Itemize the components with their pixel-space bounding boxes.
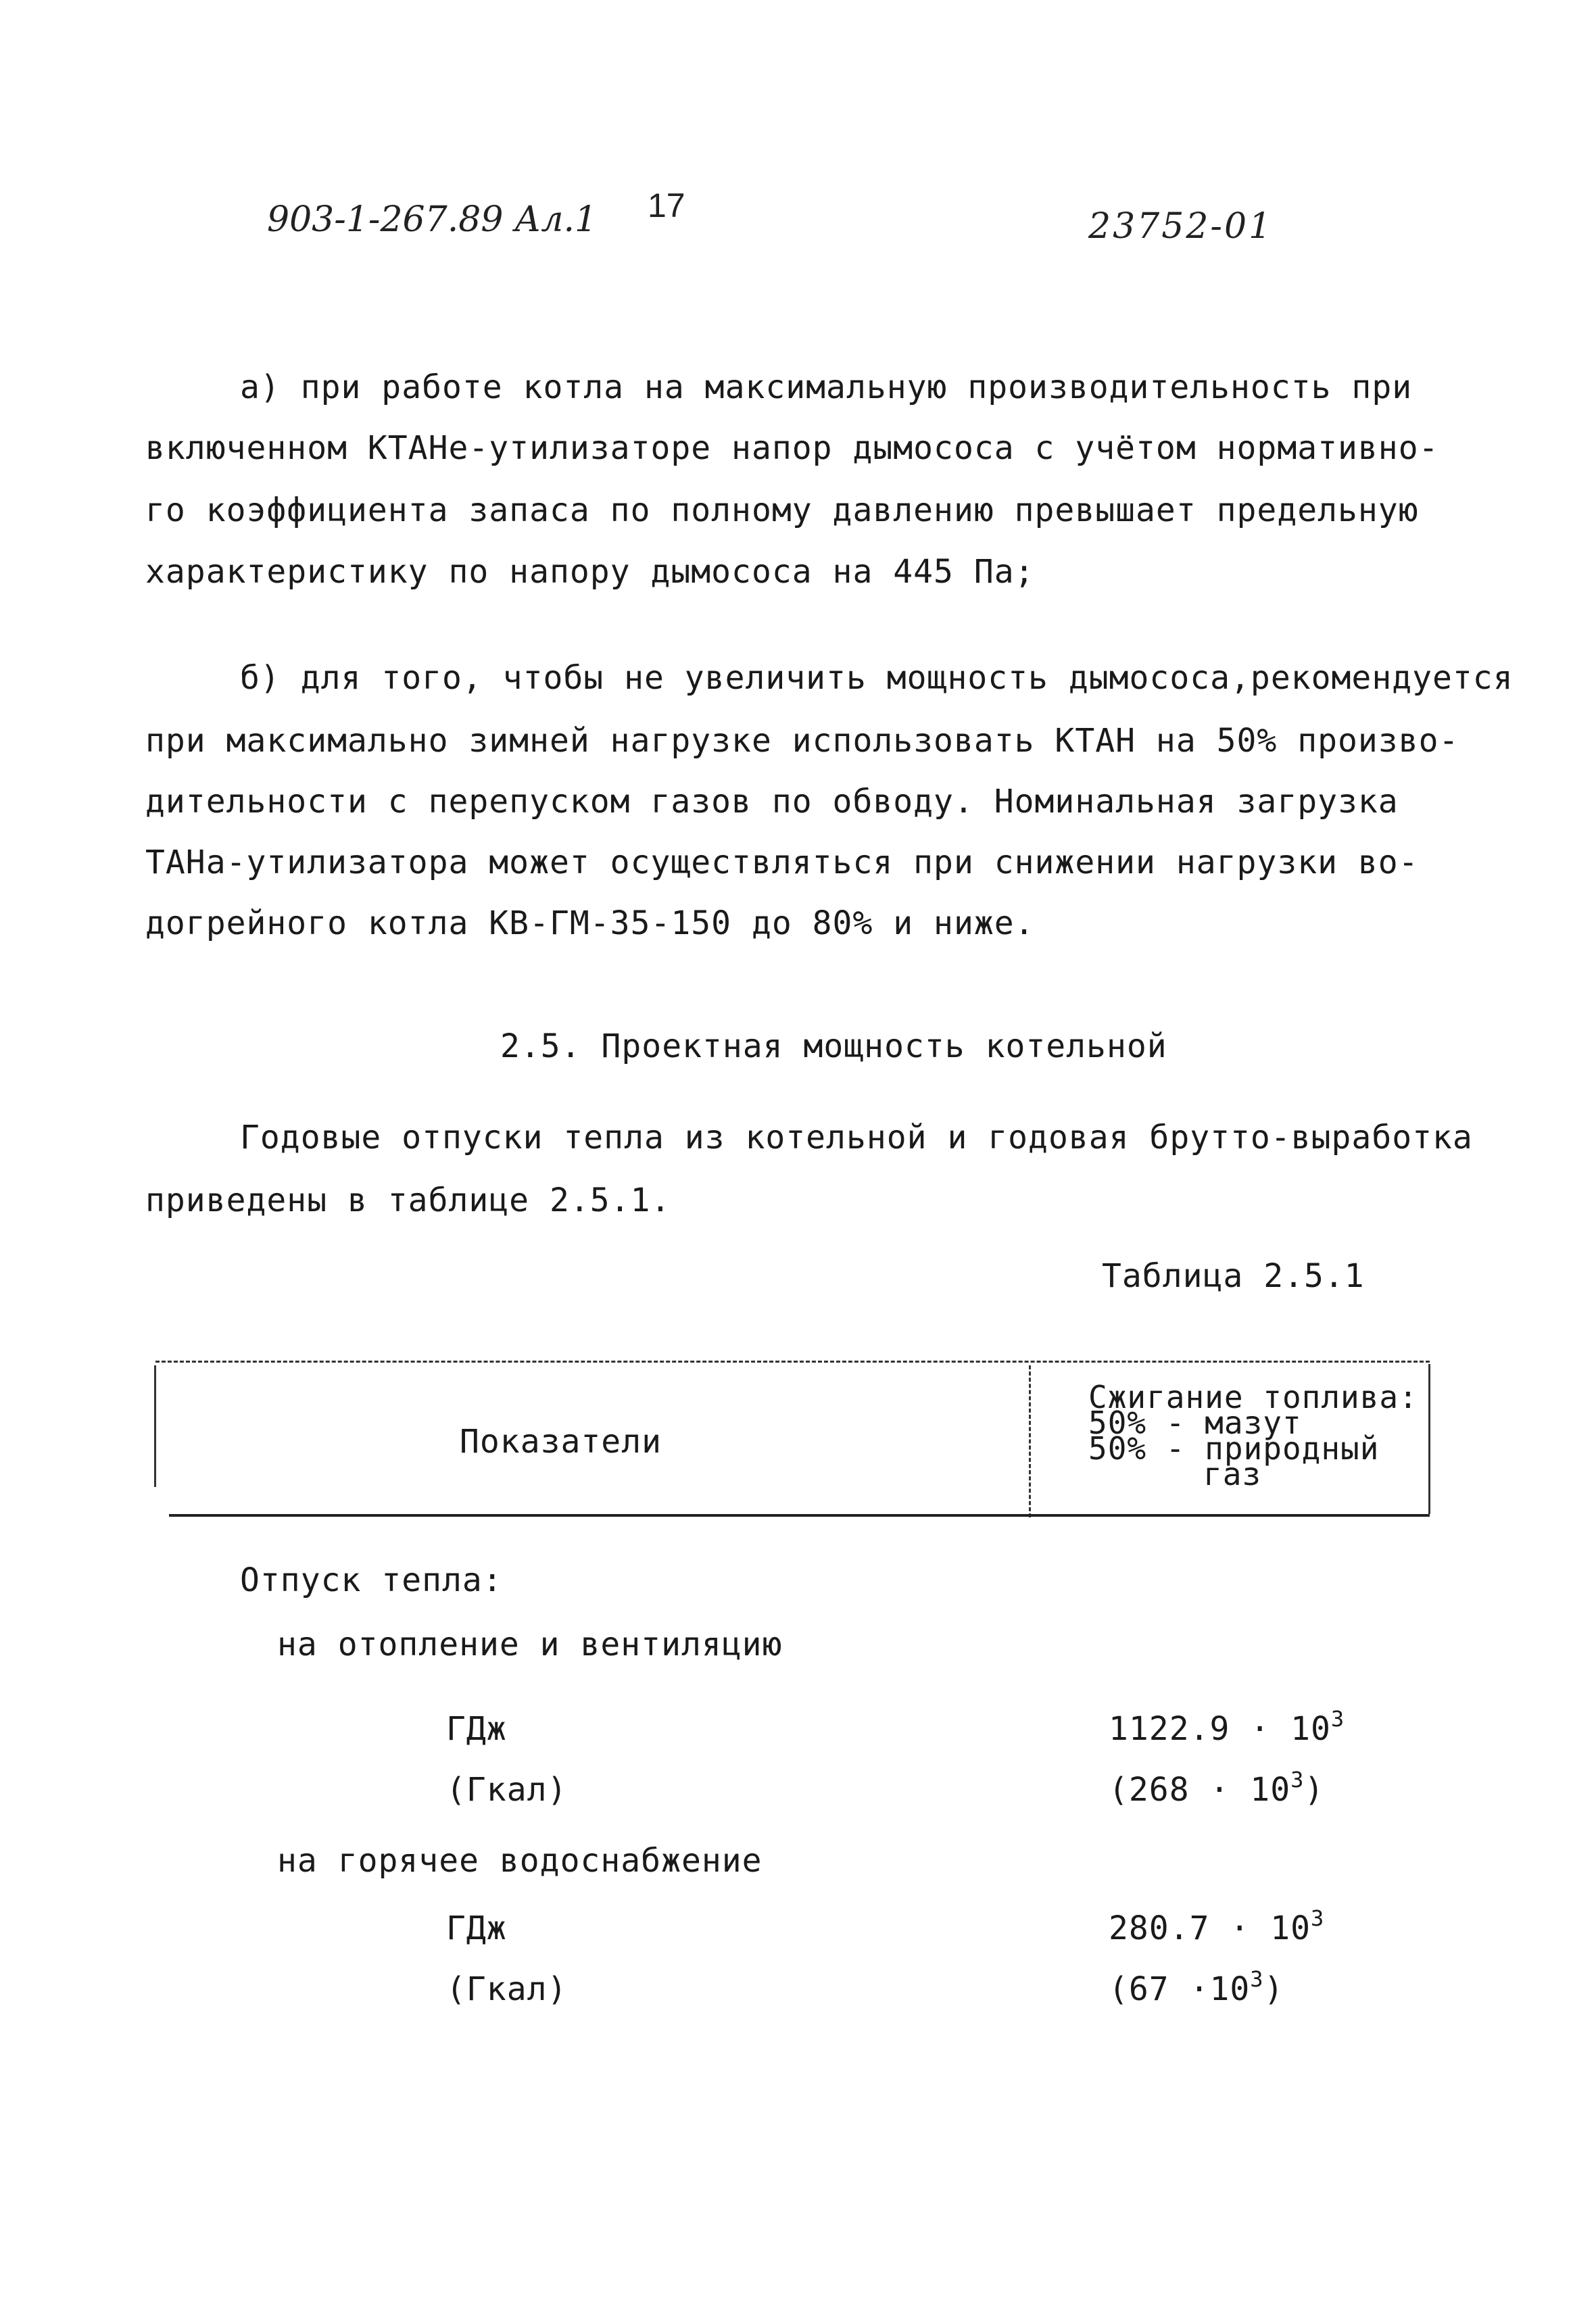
value-mantissa: (268 · 10 <box>1109 1771 1291 1809</box>
inventory-number: 23752-01 <box>1088 206 1274 247</box>
paragraph-a-line: включенном КТАНе-утилизаторе напор дымососа с учётом нормативно- <box>145 429 1439 467</box>
subgroup-label: на горячее водоснабжение <box>277 1842 763 1880</box>
value-exponent: 3 <box>1330 1706 1345 1732</box>
group-label: Отпуск тепла: <box>240 1561 503 1599</box>
table-left-border <box>154 1365 156 1487</box>
paragraph-b-line: дительности с перепуском газов по обводу. Номинальная загрузка <box>145 783 1399 821</box>
value-mantissa: 1122.9 · 10 <box>1109 1710 1331 1748</box>
table-column-divider <box>1029 1365 1031 1517</box>
fuel-header-line: газ <box>1203 1456 1262 1492</box>
value-close: ) <box>1304 1771 1325 1809</box>
intro-line: Годовые отпуски тепла из котельной и годовая брутто-выработка <box>240 1119 1473 1156</box>
unit-label: ГДж <box>446 1909 507 1947</box>
paragraph-b-line: ТАНа-утилизатора может осуществляться при снижении нагрузки во- <box>145 844 1419 881</box>
fuel-header-line: Сжигание топлива: <box>1088 1379 1418 1415</box>
paragraph-a-line: а) при работе котла на максимальную производительность при <box>240 368 1413 406</box>
table-top-border <box>155 1361 1430 1363</box>
table-caption: Таблица 2.5.1 <box>1102 1257 1365 1295</box>
unit-label: (Гкал) <box>446 1970 568 2008</box>
subgroup-label: на отопление и вентиляцию <box>277 1626 783 1663</box>
fuel-header-line: 50% - природный <box>1088 1430 1380 1467</box>
value-cell <box>1109 1905 1325 1947</box>
paragraph-b-line: б) для того, чтобы не увеличить мощность дымососа,рекомендуется <box>240 659 1514 697</box>
value-cell <box>1109 1767 1325 1809</box>
column-header-fuel <box>1088 1379 1418 1492</box>
paragraph-a-line: го коэффициента запаса по полному давлению превышает предельную <box>145 491 1419 529</box>
section-title: 2.5. Проектная мощность котельной <box>500 1027 1167 1065</box>
table-right-border <box>1428 1364 1430 1514</box>
value-exponent: 3 <box>1290 1767 1305 1793</box>
unit-label: (Гкал) <box>446 1771 568 1809</box>
value-cell <box>1109 1706 1345 1748</box>
value-close: ) <box>1263 1970 1284 2008</box>
unit-label: ГДж <box>446 1710 507 1748</box>
intro-line: приведены в таблице 2.5.1. <box>145 1181 671 1219</box>
paragraph-b-line: догрейного котла КВ-ГМ-35-150 до 80% и ниже. <box>145 904 1035 942</box>
value-cell <box>1109 1966 1284 2008</box>
table-header-bottom-border <box>169 1514 1430 1517</box>
fuel-header-line: 50% - мазут <box>1088 1405 1302 1441</box>
paragraph-a-line: характеристику по напору дымососа на 445 Па; <box>145 553 1035 591</box>
value-mantissa: 280.7 · 10 <box>1109 1909 1311 1947</box>
column-header-indicators: Показатели <box>460 1423 662 1461</box>
paragraph-b-line: при максимально зимней нагрузке использовать КТАН на 50% произво- <box>145 722 1459 760</box>
page-number: 17 <box>648 187 685 224</box>
value-exponent: 3 <box>1250 1966 1264 1992</box>
value-exponent: 3 <box>1310 1905 1325 1931</box>
value-mantissa: (67 ·10 <box>1109 1970 1251 2008</box>
document-code: 903-1-267.89 Ал.1 <box>267 199 598 240</box>
